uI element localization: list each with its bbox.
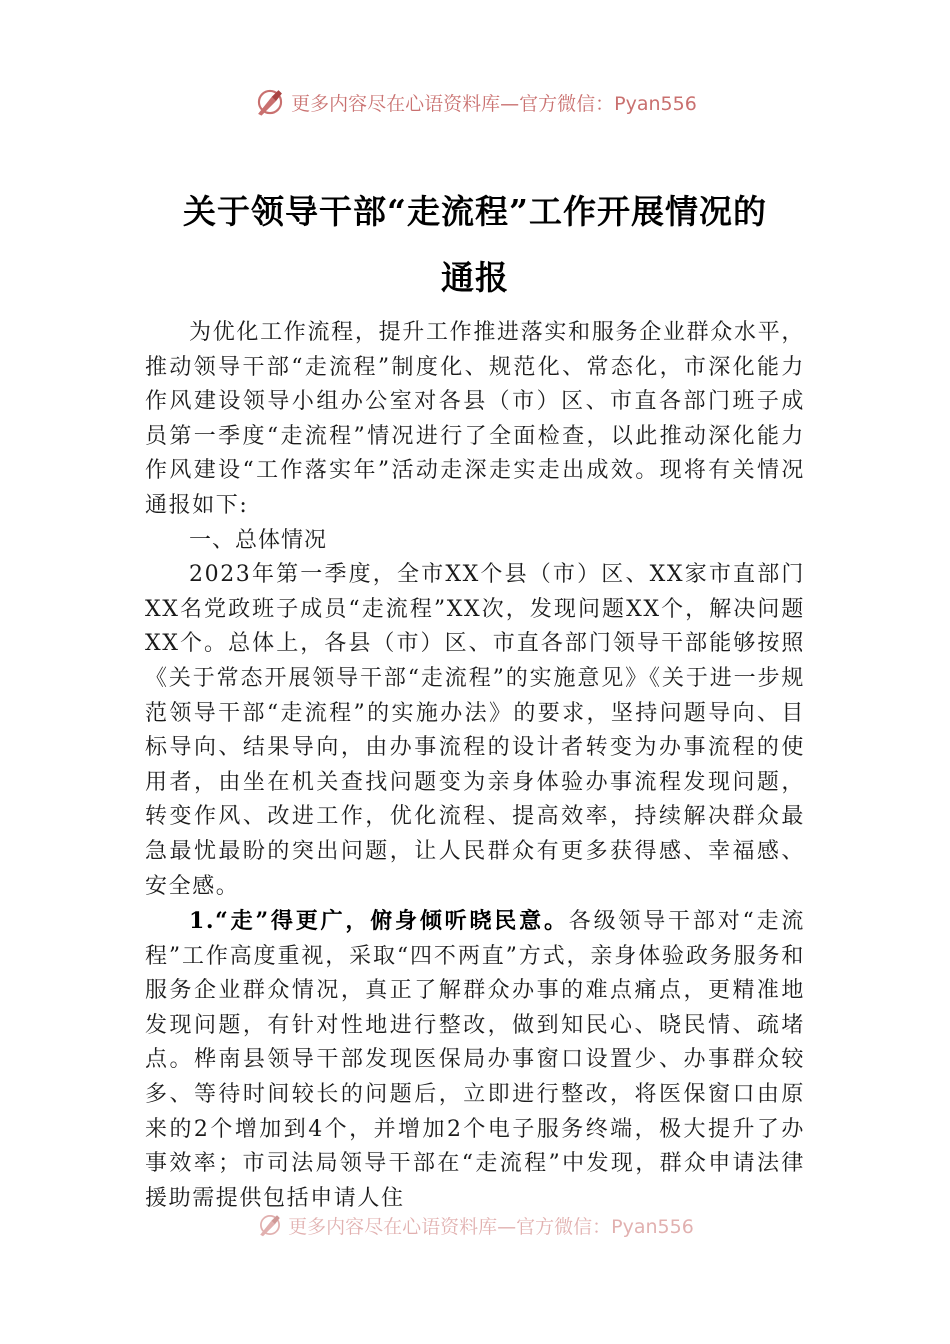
section-heading-overview: 一、总体情况 [189, 527, 328, 553]
document-body [145, 316, 805, 1216]
footer-watermark [0, 1208, 950, 1242]
overview-paragraph: 2023年第一季度，全市XX个县（市）区、XX家市直部门XX名党政班子成员“走流程”XX次，发现问题XX个，解决问题XX个。总体上，各县（市）区、市直各部门领导干部能够按照《关于常态开展领导干部“走流程”的实施意见》《关于进一步规范领导干部“走流程”的实施办法》的要求，坚持问题导向、目标导向、结果导向，由办事流程的设计者转变为办事流程的使用者，由坐在机关查找问题变为亲身体验办事流程发现问题，转变作风、改进工作，优化流程、提高效率，持续解决群众最急最忧最盼的突出问题，让人民群众有更多获得感、幸福感、安全感。 [145, 562, 805, 899]
footer-watermark-text: 更多内容尽在心语资料库—官方微信：Pyan556 [288, 1215, 694, 1238]
document-title-line2: 通报 [441, 258, 509, 297]
point1-text: 各级领导干部对“走流程”工作高度重视，采取“四不两直”方式，亲身体验政务服务和服务企业群众情况，真正了解群众办事的难点痛点，更精准地发现问题，有针对性地进行整改，做到知民心、晓民情、疏堵点。桦南县领导干部发现医保局办事窗口设置少、办事群众较多、等待时间较长的问题后，立即进行整改，将医保窗口由原来的2个增加到4个，并增加2个电子服务终端，极大提升了办事效率；市司法局领导干部在“走流程”中发现，群众申请法律援助需提供包括申请人住 [145, 909, 806, 1211]
document-title-line1: 关于领导干部“走流程”工作开展情况的 [183, 192, 767, 231]
intro-paragraph: 为优化工作流程，提升工作推进落实和服务企业群众水平，推动领导干部“走流程”制度化、规范化、常态化，市深化能力作风建设领导小组办公室对各县（市）区、市直各部门班子成员第一季度“走流程”情况进行了全面检查，以此推动深化能力作风建设“工作落实年”活动走深走实走出成效。现将有关情况通报如下: [145, 320, 805, 518]
watermark-text: 更多内容尽在心语资料库—官方微信：Pyan556 [291, 92, 697, 115]
point1-heading: 1.“走”得更广，俯身倾听晓民意。 [189, 908, 569, 935]
pen-nib-logo-icon [256, 1211, 284, 1239]
point1-paragraph [145, 904, 805, 1216]
pen-nib-logo-icon [253, 85, 287, 119]
header-watermark [0, 82, 950, 122]
